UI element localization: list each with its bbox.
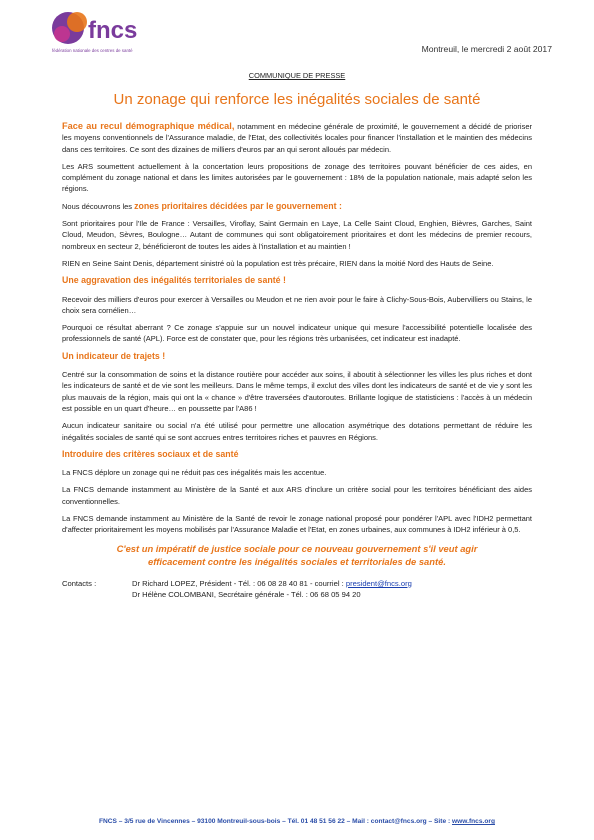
contact-secretary: Dr Hélène COLOMBANI, Secrétaire générale - Tél. : 06 68 05 94 20 [132,589,361,599]
press-release-label: COMMUNIQUE DE PRESSE [248,71,346,80]
logo-circle-pink [54,26,70,42]
zones-paragraph [62,201,532,212]
date-line: Montreuil, le mercredi 2 août 2017 [421,44,552,54]
section-heading-indicateur: Un indicateur de trajets ! [62,350,166,361]
conclusion-line-2: efficacement contre les inégalités sociales et territoriales de santé. [148,555,446,567]
contact-president [132,578,412,589]
section2-paragraph-1: Centré sur la consommation de soins et la distance routière pour accéder aux soins, il aboutit à sélectionner les villes les plus riches et dont les indicateurs de santé et de vie sont les meilleurs. Dans le même temps, il exclut des villes dont les indicateurs de santé et de vie y sont les plus mauvais de la région, mais qui ont la « chance » d'être traversées d'autoroutes. Brillante logique de statisticiens : l'accès à un médecin est possible en un quart d'heure… en poussette par l'A86 ! [62,370,532,413]
conclusion [62,542,532,568]
page-title: Un zonage qui renforce les inégalités sociales de santé [113,91,481,108]
logo-tagline: fédération nationale des centres de santé [52,48,133,53]
section1-paragraph-1: Recevoir des milliers d'euros pour exercer à Versailles ou Meudon et ne rien avoir pour le faire à Clichy-Sous-Bois, Aubervilliers ou Stains, le choix sera cornélien… [62,294,532,315]
idf-paragraph: Sont prioritaires pour l'Ile de France : Versailles, Viroflay, Saint Germain en Laye, La Celle Saint Cloud, Enghien, Bièvres, Garches, Saint Cloud, Meudon, Sèvres, Boulogne… Autant de communes qui sont obligatoirement prioritaires et dont les médecins de premier recours, nombreux en secteur 2, bénéficieront de toutes les aides à l'installation et au maintien ! [62,219,532,251]
section-heading-aggravation: Une aggravation des inégalités territoriales de santé ! [62,275,286,286]
ars-paragraph: Les ARS soumettent actuellement à la concertation leurs propositions de zonage des territoires pouvant bénéficier de ces aides, en complément du zonage national et dans les limites autorisées par le gouvernement : 18% de la population nationale, mais adapté selon les régions. [62,161,532,194]
intro-paragraph [62,121,532,155]
section3-paragraph-1: La FNCS déplore un zonage qui ne réduit pas ces inégalités mais les accentue. [62,468,327,478]
intro-text: notamment en médecine générale de proximité, le gouvernement a décidé de prioriser les moyens conventionnels de l'Assurance maladie, de l'Etat, des collectivités locales pour financer l'installation et le maintien des médecins dans ces territoires. Ce sont des dizaines de milliers d'euros par an qui seront alloués par médecin. [62,122,532,154]
president-email-link[interactable]: president@fncs.org [345,578,412,588]
logo-circle-orange [67,12,87,32]
conclusion-line-1: C'est un impératif de justice sociale pour ce nouveau gouvernement s'il veut agir [116,542,478,554]
zones-highlight: zones prioritaires décidées par le gouvernement : [134,200,342,211]
section3-paragraph-3: La FNCS demande instamment au Ministère de la Santé de revoir le zonage national proposé pour pondérer l'APL avec l'IDH2 permettant d'affecter prioritairement les moyens mobilisés par l'Assurance Maladie et l'Etat, en zones urbaines, aux communes à IDH2 inférieur à 0,5. [62,514,532,535]
contacts-label: Contacts : [62,578,97,588]
section2-paragraph-2: Aucun indicateur sanitaire ou social n'a été utilisé pour permettre une allocation asymétrique des dotations permettant de réduire les inégalités sociales de santé qui se sont accrues entres territoires riches et pauvres en Régions. [62,421,532,442]
section1-paragraph-2: Pourquoi ce résultat aberrant ? Ce zonage s'appuie sur un nouvel indicateur unique qui mesure l'accessibilité potentielle localisée des professionnels de santé (APL). Force est de constater que, pour les régions très urbanisées, cet indicateur est inadapté. [62,323,532,344]
section3-paragraph-2: La FNCS demande instamment au Ministère de la Santé et aux ARS d'inclure un critère social pour les territoires bénéficiant des aides conventionnelles. [62,485,532,506]
rien-paragraph: RIEN en Seine Saint Denis, département sinistré où la population est très précaire, RIEN dans la moitié Nord des Hauts de Seine. [62,258,494,268]
footer-text: FNCS – 3/5 rue de Vincennes – 93100 Montreuil-sous-bois – Tél. 01 48 51 56 22 – Mail : contact@fncs.org – Site : [99,818,452,825]
contact-president-text: Dr Richard LOPEZ, Président - Tél. : 06 08 28 40 81 - courriel : [132,578,346,588]
contacts-block [62,578,532,600]
section-heading-criteres: Introduire des critères sociaux et de santé [62,448,239,459]
intro-lead: Face au recul démographique médical, [62,121,235,131]
contacts-list [132,578,412,600]
logo-wordmark: fncs [88,17,138,44]
footer-site-link[interactable]: www.fncs.org [451,818,495,825]
zones-prefix: Nous découvrons les [62,201,135,211]
footer [0,818,594,825]
fncs-logo [44,6,174,56]
document-body [62,121,532,600]
